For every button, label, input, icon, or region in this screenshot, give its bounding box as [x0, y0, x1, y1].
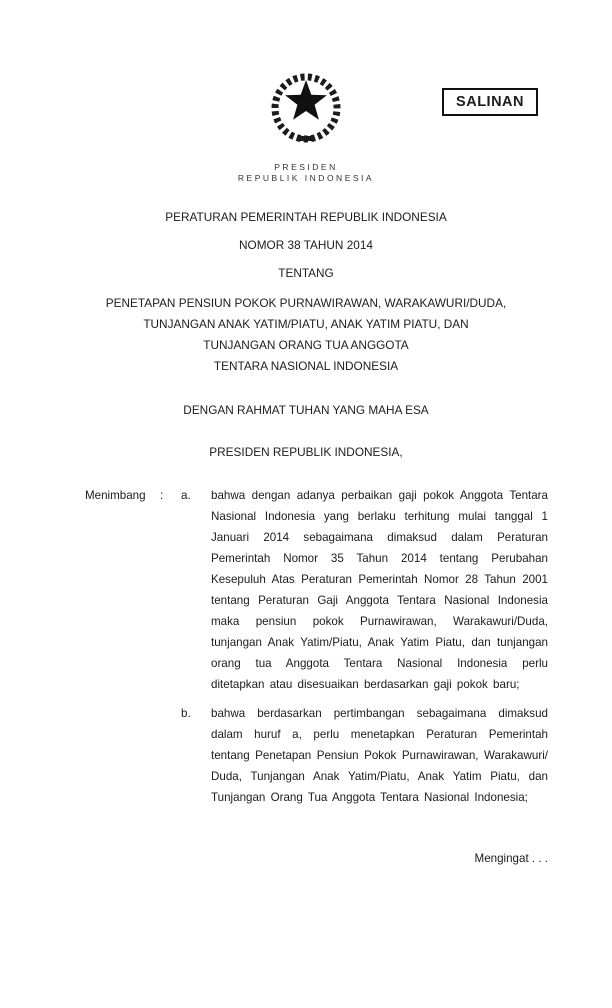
salinan-stamp — [442, 88, 538, 116]
considering-item-a — [181, 485, 548, 695]
subject-line: TENTARA NASIONAL INDONESIA — [213, 359, 399, 373]
letterhead-republik-indonesia: REPUBLIK INDONESIA — [237, 173, 375, 183]
item-marker: a. — [181, 489, 191, 502]
invocation-line: DENGAN RAHMAT TUHAN YANG MAHA ESA — [183, 403, 429, 417]
item-text: bahwa dengan adanya perbaikan gaji pokok Anggota Tentara Nasional Indonesia yang berlaku terhitung mulai tanggal 1 Januari 2014 sebagaimana dimaksud dalam Peraturan Pemerintah Nomor 35 Tahun 2014 tentang Perubahan Kesepuluh Atas Peraturan Pemerintah Nomor 28 Tahun 2001 tentang Peraturan Gaji Anggota Tentara Nasional Indonesia maka pensiun pokok Purnawirawan, Warakawuri/Duda, tunjangan Anak Yatim/Piatu, Anak Yatim Piatu, dan tunjangan orang tua Anggota Tentara Nasional Indonesia perlu ditetapkan atau disesuaikan berdasarkan gaji pokok baru; — [211, 489, 548, 691]
salinan-label: SALINAN — [456, 94, 524, 110]
considering-item-b — [181, 703, 548, 808]
regulation-subject — [0, 293, 612, 377]
item-marker: b. — [181, 707, 191, 720]
authority-line: PRESIDEN REPUBLIK INDONESIA, — [209, 445, 403, 459]
presidential-emblem-icon — [264, 66, 348, 150]
considering-items — [181, 485, 548, 816]
regulation-title: PERATURAN PEMERINTAH REPUBLIK INDONESIA — [165, 210, 447, 224]
considering-colon: : — [160, 489, 164, 502]
letterhead — [0, 162, 612, 184]
item-text: bahwa berdasarkan pertimbangan sebagaimana dimaksud dalam huruf a, perlu menetapkan Peraturan Pemerintah tentang Penetapan Pensiun Pokok Purnawirawan, Warakawuri/ Duda, Tunjangan Anak Yatim/Piatu, Anak Yatim Piatu, dan Tunjangan Orang Tua Anggota Tentara Nasional Indonesia; — [211, 707, 548, 804]
title-block — [0, 210, 612, 459]
letterhead-presiden: PRESIDEN — [274, 162, 338, 172]
considering-row — [85, 485, 548, 816]
regulation-number: NOMOR 38 TAHUN 2014 — [239, 238, 373, 252]
tentang-label: TENTANG — [278, 266, 334, 280]
subject-line: PENETAPAN PENSIUN POKOK PURNAWIRAWAN, WARAKAWURI/DUDA, — [105, 296, 507, 310]
subject-line: TUNJANGAN ORANG TUA ANGGOTA — [203, 338, 409, 352]
subject-line: TUNJANGAN ANAK YATIM/PIATU, ANAK YATIM PIATU, DAN — [143, 317, 469, 331]
considering-section — [0, 485, 612, 816]
considering-label: Menimbang — [85, 489, 146, 502]
catchword-mengingat: Mengingat . . . — [474, 852, 548, 865]
